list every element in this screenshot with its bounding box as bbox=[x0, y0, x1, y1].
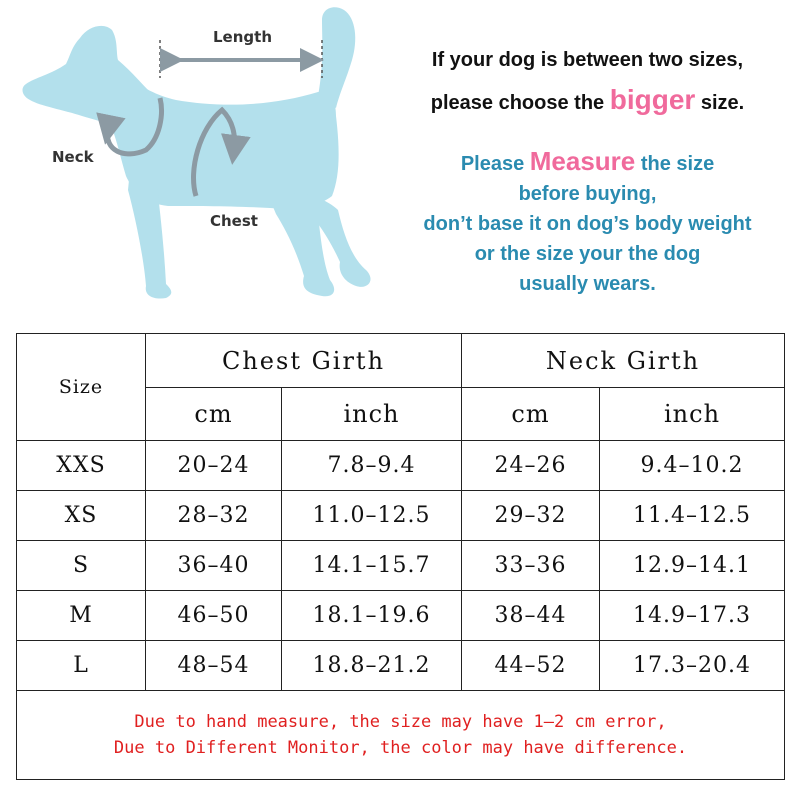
neck-cm-cell: 33–36 bbox=[462, 541, 600, 591]
chest-inch-cell: 18.8–21.2 bbox=[282, 641, 462, 691]
neck-inch-cell: 9.4–10.2 bbox=[600, 441, 785, 491]
chest-inch-header: inch bbox=[282, 388, 462, 441]
chest-inch-cell: 14.1–15.7 bbox=[282, 541, 462, 591]
tip2-line5: usually wears. bbox=[519, 273, 656, 295]
chest-cm-cell: 46–50 bbox=[146, 591, 282, 641]
table-row bbox=[17, 641, 785, 691]
chest-label: Chest bbox=[210, 212, 258, 230]
sizing-tip-bigger bbox=[390, 40, 785, 123]
disclaimer-line2: Due to Different Monitor, the color may have difference. bbox=[113, 738, 688, 758]
chest-cm-header: cm bbox=[146, 388, 282, 441]
tip1-line2-pre: please choose the bbox=[430, 92, 605, 114]
table-row bbox=[17, 491, 785, 541]
table-row bbox=[17, 541, 785, 591]
tip2-line1-pre: Please bbox=[460, 153, 525, 175]
tip1-line1: If your dog is between two sizes, bbox=[431, 49, 744, 71]
neck-girth-header: Neck Girth bbox=[462, 334, 785, 388]
chest-inch-cell: 7.8–9.4 bbox=[282, 441, 462, 491]
neck-cm-cell: 38–44 bbox=[462, 591, 600, 641]
chest-inch-cell: 11.0–12.5 bbox=[282, 491, 462, 541]
length-label: Length bbox=[213, 28, 272, 46]
tip2-line1-post: the size bbox=[640, 153, 715, 175]
dog-measurement-diagram bbox=[0, 0, 390, 310]
chest-cm-cell: 36–40 bbox=[146, 541, 282, 591]
neck-cm-cell: 44–52 bbox=[462, 641, 600, 691]
size-cell: L bbox=[17, 641, 146, 691]
size-cell: M bbox=[17, 591, 146, 641]
neck-cm-header: cm bbox=[462, 388, 600, 441]
disclaimer-line1: Due to hand measure, the size may have 1–2 cm error, bbox=[134, 712, 667, 732]
tip2-line4: or the size your the dog bbox=[474, 243, 701, 265]
chest-cm-cell: 48–54 bbox=[146, 641, 282, 691]
neck-inch-cell: 17.3–20.4 bbox=[600, 641, 785, 691]
chest-girth-header: Chest Girth bbox=[146, 334, 462, 388]
tip2-highlight-measure: Measure bbox=[529, 146, 636, 176]
disclaimer-row bbox=[17, 691, 785, 780]
table-header-row bbox=[17, 334, 785, 388]
neck-label: Neck bbox=[52, 148, 94, 166]
neck-inch-header: inch bbox=[600, 388, 785, 441]
size-cell: S bbox=[17, 541, 146, 591]
table-row bbox=[17, 441, 785, 491]
size-cell: XS bbox=[17, 491, 146, 541]
size-header: Size bbox=[17, 334, 146, 441]
chest-cm-cell: 28–32 bbox=[146, 491, 282, 541]
neck-inch-cell: 12.9–14.1 bbox=[600, 541, 785, 591]
neck-inch-cell: 11.4–12.5 bbox=[600, 491, 785, 541]
chest-inch-cell: 18.1–19.6 bbox=[282, 591, 462, 641]
tip1-line2-post: size. bbox=[700, 92, 745, 114]
sizing-tip-measure bbox=[380, 146, 795, 299]
disclaimer-cell bbox=[17, 691, 785, 780]
table-row bbox=[17, 591, 785, 641]
neck-cm-cell: 29–32 bbox=[462, 491, 600, 541]
chest-cm-cell: 20–24 bbox=[146, 441, 282, 491]
tip2-line1 bbox=[380, 146, 795, 179]
neck-cm-cell: 24–26 bbox=[462, 441, 600, 491]
tip1-line2 bbox=[390, 80, 785, 123]
tip2-line2: before buying, bbox=[518, 183, 657, 205]
size-chart-table bbox=[16, 333, 785, 780]
tip2-line3: don’t base it on dog’s body weight bbox=[423, 213, 752, 235]
tip1-highlight-bigger: bigger bbox=[609, 84, 696, 115]
size-cell: XXS bbox=[17, 441, 146, 491]
neck-inch-cell: 14.9–17.3 bbox=[600, 591, 785, 641]
